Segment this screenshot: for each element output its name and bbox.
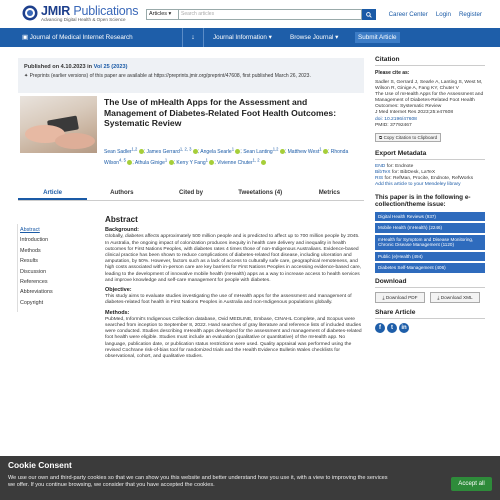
toc-divider <box>17 224 18 312</box>
download-xml-label: Download XML <box>440 294 473 300</box>
download-icon: ⤓ <box>382 294 385 300</box>
collection-diabetes-self-management[interactable]: Diabetes Self-Management (406) <box>375 263 485 273</box>
doi-link[interactable]: doi: 10.2196/47608 <box>375 116 417 122</box>
toc-item-abstract[interactable]: Abstract <box>20 227 40 233</box>
author-link[interactable] <box>217 156 266 166</box>
search-scope-label: Articles <box>149 11 168 17</box>
search-icon <box>366 12 372 18</box>
author-affiliation: 1,2 <box>272 146 279 151</box>
share-buttons <box>375 323 485 333</box>
author-link[interactable] <box>243 146 285 155</box>
article-main <box>18 58 364 166</box>
author-name: Angela Searle <box>200 148 232 155</box>
author-link[interactable] <box>287 146 328 155</box>
facebook-icon[interactable]: f <box>375 323 385 333</box>
preprint-text[interactable]: Preprints (earlier versions) of this paper are available at https://preprints.jmir.org/preprint/47608, first published March 26, 2023. <box>29 73 311 79</box>
search-bar <box>146 9 376 20</box>
orcid-icon[interactable] <box>261 160 266 165</box>
orcid-icon[interactable] <box>280 149 285 154</box>
export-bibtex-link[interactable]: BibTeX <box>375 169 391 175</box>
jmir-logo-icon[interactable] <box>22 5 38 21</box>
collection-public-ehealth[interactable]: Public (e)Health (494) <box>375 252 485 262</box>
collection-mobile-health[interactable]: Mobile Health (mHealth) (2246) <box>375 223 485 233</box>
journal-name: Journal of Medical Internet Research <box>29 34 133 41</box>
article-title: The Use of mHealth Apps for the Assessment and Management of Diabetes-Related Foot Health Outcomes: Systematic Review <box>104 97 337 128</box>
chevron-down-icon: ↓ <box>191 34 195 41</box>
download-xml-button[interactable] <box>430 292 480 303</box>
author-link[interactable] <box>146 146 197 155</box>
accept-all-button[interactable]: Accept all <box>451 477 492 491</box>
author-list: Sean Sadler$^{1,2}$ ; James Gerrard$^{1, 2, 3}$ ; Angela Searle$^1$ ; Sean Lanting$^{1,2}$ ; Matthew West$^1$ ; Rhonda Wilson$^{4, 5}$ ; Athula Ginige$^1$ ; Kerry Y Fang$^1$ ; Vivienne Chuter$^{1, 2}$ <box>104 146 349 166</box>
toc-item-copyright[interactable]: Copyright <box>20 299 44 306</box>
download-icon: ⤓ <box>437 294 440 300</box>
citation-heading: Citation <box>375 56 485 66</box>
orcid-icon[interactable] <box>209 160 214 165</box>
journal-navbar <box>0 28 500 47</box>
tab-article[interactable]: Article <box>18 188 87 200</box>
author-link[interactable] <box>176 156 214 166</box>
login-link[interactable]: Login <box>435 11 451 18</box>
orcid-icon[interactable] <box>323 149 328 154</box>
author-name: Vivienne Chuter <box>217 159 253 166</box>
collection-mhealth-monitoring[interactable]: mHealth for Symptom and Disease Monitoring, Chronic Disease Management (1120) <box>375 235 485 250</box>
orcid-icon[interactable] <box>235 149 240 154</box>
search-scope-select[interactable]: Articles ▾ <box>146 9 179 20</box>
cookie-text: We use our own and third-party cookies so that we can show you this website and better understand how you use it, with a view to improving the services we offer. If you continue browsing, we consider that you have accepted the cookies. <box>8 475 388 488</box>
career-center-link[interactable]: Career Center <box>388 11 428 18</box>
export-ris-link[interactable]: RIS <box>375 176 384 182</box>
browse-journal-menu[interactable]: Browse Journal ▾ <box>290 34 339 41</box>
methods-heading: Methods: <box>105 309 130 316</box>
export-metadata-heading: Export Metadata <box>375 150 485 160</box>
pin-icon: ✦ <box>24 73 29 79</box>
volume-link[interactable]: Vol 25 (2023) <box>93 64 128 70</box>
collection-digital-health-reviews[interactable]: Digital Health Reviews (937) <box>375 212 485 222</box>
journal-home-link[interactable] <box>22 28 133 47</box>
download-heading: Download <box>375 278 485 288</box>
cite-as-label: Please cite as: <box>375 70 410 76</box>
toc-item-abbreviations[interactable]: Abbreviations <box>20 289 53 296</box>
published-date: Published on 4.10.2023 in <box>24 64 93 70</box>
author-affiliation: 1 <box>231 146 235 151</box>
register-link[interactable]: Register <box>458 11 482 18</box>
orcid-icon[interactable] <box>127 160 132 165</box>
abstract-heading: Abstract <box>105 215 138 224</box>
orcid-icon[interactable] <box>169 160 174 165</box>
preprint-notice <box>24 73 358 79</box>
author-name: Kerry Y Fang <box>176 159 206 166</box>
author-affiliation: 4, 5 <box>119 156 126 162</box>
export-links <box>375 164 485 189</box>
table-of-contents <box>20 225 80 308</box>
browse-journal-label: Browse Journal <box>290 34 334 41</box>
tab-cited-by[interactable]: Cited by <box>178 189 204 196</box>
mendeley-link[interactable]: Add this article to your Mendeley library <box>375 182 461 188</box>
linkedin-icon[interactable]: in <box>399 323 409 333</box>
author-affiliation: 1, 2 <box>252 156 260 162</box>
export-bib-desc: for: BibDesk, LaTeX <box>390 169 436 175</box>
cookie-title: Cookie Consent <box>8 460 72 470</box>
twitter-icon[interactable]: t <box>387 323 397 333</box>
top-header <box>0 0 500 27</box>
search-input[interactable]: Search articles <box>179 9 362 20</box>
expand-menu-button[interactable] <box>182 28 204 47</box>
background-text: Globally, diabetes affects approximately 500 million people and is predicted to affect up to 700 million people by 2045. In Australia, the ongoing impact of colonization produces inequity in health care delivery and inequality in health outcomes for First Nations Peoples, with diabetes rates 4 times those of non-Indigenous Australians. Evidence-based clinical practice has been shown to reduce complications of diabetes-related foot disease, including ulceration and amputation, by 50%. However, factors such as a lack of access to culturally safe care, geographical remoteness, and high costs associated with in-person care are key barriers for First Nations Peoples in accessing evidence-based care, leading to the development of innovative mobile health (mHealth) apps as a way to increase access to health services and improve knowledge and self-care management for people with diabetes. <box>105 234 362 283</box>
author-name: Athula Ginige <box>134 159 165 166</box>
toc-item-methods[interactable]: Methods <box>20 247 41 254</box>
share-heading: Share Article <box>375 309 485 319</box>
article-thumbnail <box>20 96 97 153</box>
copy-citation-label: Copy Citation to Clipboard <box>383 134 438 140</box>
publication-info <box>18 58 364 93</box>
author-link[interactable] <box>200 146 240 155</box>
logo-name: JMIR <box>41 4 71 18</box>
abstract-section <box>105 217 362 360</box>
export-end-link[interactable]: END <box>375 163 386 169</box>
author-name: Rhonda Wilson <box>104 148 349 166</box>
clipboard-icon: ⧉ <box>379 134 383 140</box>
orcid-icon[interactable] <box>139 149 144 154</box>
download-buttons <box>375 292 485 303</box>
author-name: Sean Lanting <box>243 148 273 155</box>
book-icon: ▣ <box>22 34 28 41</box>
author-affiliation: 1,2 <box>131 146 138 151</box>
objective-text: This study aims to evaluate studies investigating the use of mHealth apps for the assessment and management of diabetes-related foot health in First Nations Peoples in Australia and non-Indigenous populations globally. <box>105 294 352 306</box>
journal-information-label: Journal Information <box>213 34 267 41</box>
journal-information-menu[interactable]: Journal Information ▾ <box>213 34 272 41</box>
author-affiliation: 1 <box>205 156 208 162</box>
search-button[interactable] <box>362 9 376 20</box>
author-affiliation: 1 <box>164 156 168 162</box>
export-end-desc: for: Endnote <box>385 163 414 169</box>
logo-text[interactable] <box>41 4 138 18</box>
account-links <box>389 11 482 18</box>
author-name: Matthew West <box>287 148 320 155</box>
tab-tweetations[interactable]: Tweetations (4) <box>238 189 283 196</box>
pmid-text: PMID: 37792467 <box>375 122 412 128</box>
background-heading: Background: <box>105 227 139 234</box>
tab-authors[interactable]: Authors <box>110 189 134 196</box>
objective-heading: Objective: <box>105 287 132 294</box>
citation-text <box>375 80 485 129</box>
copy-citation-button[interactable] <box>375 133 441 142</box>
export-ris-desc: for: RefMan, Procite, Endnote, RefWorks <box>383 176 474 182</box>
published-line <box>24 64 358 70</box>
download-pdf-button[interactable] <box>375 292 425 303</box>
hand-phone-image <box>20 96 97 153</box>
logo-tagline: Advancing Digital Health & Open Science <box>41 17 126 22</box>
methods-text: PubMed, Informit's Indigenous Collection database, Ovid MEDLINE, Embase, CINAHL Complete, and Scopus were searched from inception to September 8, 2022. Hand searches of gray literature and reference lists of included studies were conducted. Studies describing mHealth apps developed for the assessment and management of diabetes-related foot health were eligible. Studies must include an evaluation (qualitative or quantitative) of the mHealth app. No language, publication date, or publication status restrictions were used. Quality appraisal was performed using the revised Cochrane risk-of-bias tool for randomized trials and the Health Evidence Bulletin Wales checklists for observational, cohort, and qualitative studies. <box>105 316 362 360</box>
tab-metrics[interactable]: Metrics <box>318 189 341 196</box>
cookie-banner <box>0 456 500 500</box>
download-pdf-label: Download PDF <box>385 294 418 300</box>
right-sidebar <box>375 56 485 333</box>
collection-heading: This paper is in the following e-collection/theme issue: <box>375 193 471 209</box>
author-affiliation: 1 <box>319 146 322 151</box>
orcid-icon[interactable] <box>193 149 198 154</box>
author-link[interactable] <box>104 146 144 155</box>
article-tabs <box>18 188 364 201</box>
author-link[interactable] <box>134 156 174 166</box>
submit-article-button[interactable]: Submit Article <box>355 32 400 43</box>
toc-item-results[interactable]: Results <box>20 258 38 265</box>
toc-item-references[interactable]: References <box>20 279 48 286</box>
logo-suffix: Publications <box>73 4 139 18</box>
author-name: James Gerrard <box>146 148 180 155</box>
author-name: Sean Sadler <box>104 148 132 155</box>
citation-body: Sadler S, Gerrard J, Searle A, Lanting S, West M, Wilson R, Ginige A, Fang KY, Chuter V The Use of mHealth Apps for the Assessment and Management of Diabetes-Related Foot Health Outcomes: Systematic Review J Med Internet Res 2023;25:e47608 <box>375 80 484 116</box>
toc-item-introduction[interactable]: Introduction <box>20 237 49 244</box>
author-affiliation: 1, 2, 3 <box>179 146 192 151</box>
toc-item-discussion[interactable]: Discussion <box>20 268 47 275</box>
